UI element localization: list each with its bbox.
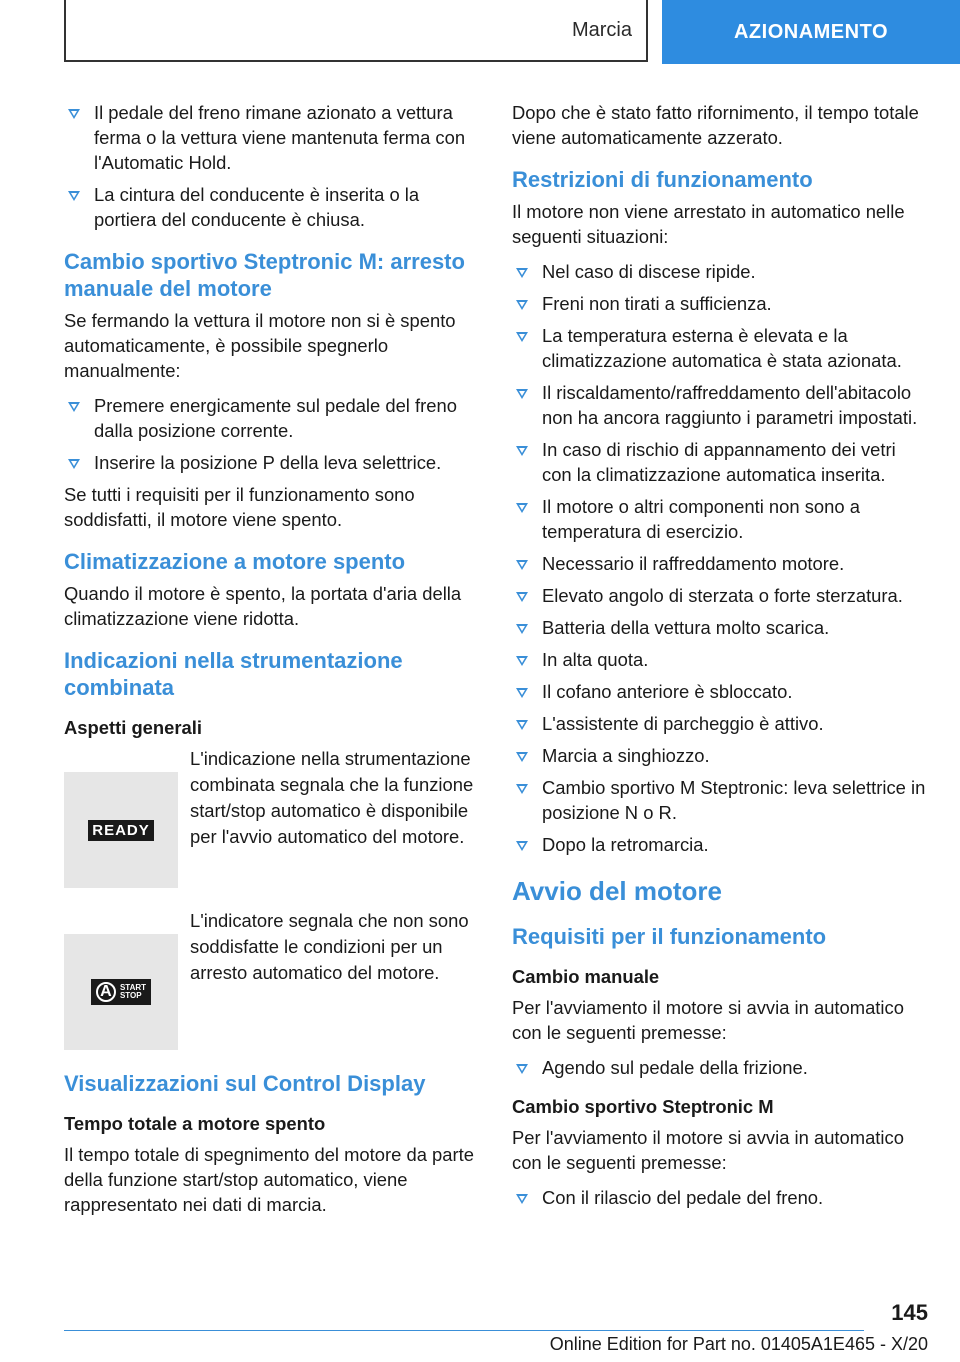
triangle-bullet-icon: [68, 402, 80, 412]
section-heading: Visualizzazioni sul Control Display: [64, 1071, 426, 1096]
triangle-bullet-icon: [516, 1194, 528, 1204]
triangle-bullet-icon: [516, 624, 528, 634]
left-column: [64, 100, 480, 1227]
triangle-bullet-icon: [516, 446, 528, 456]
list-item: Nel caso di discese ripide.: [512, 259, 928, 284]
paragraph: Se tutti i requisiti per il funzionamento sono soddisfatti, il motore viene spento.: [64, 484, 415, 530]
triangle-bullet-icon: [516, 752, 528, 762]
section-heading: Requisiti per il funzionamento: [512, 924, 827, 949]
triangle-bullet-icon: [516, 656, 528, 666]
list-item: Il riscaldamento/raffreddamento dell'abitacolo non ha ancora raggiunto i parametri impostati.: [512, 380, 928, 430]
figure-image: [64, 772, 178, 888]
paragraph: Se fermando la vettura il motore non si è spento automaticamente, è possibile spegnerlo manualmente:: [64, 310, 456, 381]
triangle-bullet-icon: [516, 688, 528, 698]
list-item: Necessario il raffreddamento motore.: [512, 551, 928, 576]
section-heading: Cambio sportivo Steptronic M: arresto manuale del motore: [64, 249, 465, 301]
list-item: L'assistente di parcheggio è attivo.: [512, 711, 928, 736]
list-item: Premere energicamente sul pedale del freno dalla posizione corrente.: [64, 393, 480, 443]
list-item: Freni non tirati a sufficienza.: [512, 291, 928, 316]
triangle-bullet-icon: [516, 1064, 528, 1074]
section-heading: Climatizzazione a motore spento: [64, 549, 406, 574]
paragraph: Il tempo totale di spegnimento del motore da parte della funzione start/stop automatico, viene rappresentato nei dati di marcia.: [64, 1144, 474, 1215]
paragraph: Per l'avviamento il motore si avvia in automatico con le seguenti premesse:: [512, 997, 904, 1043]
start-stop-off-indicator-icon: [91, 979, 151, 1005]
chapter-heading: Avvio del motore: [512, 876, 722, 906]
list-item: Inserire la posizione P della leva selettrice.: [64, 450, 480, 475]
page-number: 145: [891, 1300, 928, 1325]
figure-image: [64, 934, 178, 1050]
list-item: Il cofano anteriore è sbloccato.: [512, 679, 928, 704]
triangle-bullet-icon: [68, 191, 80, 201]
triangle-bullet-icon: [516, 389, 528, 399]
paragraph: Quando il motore è spento, la portata d'aria della climatizzazione viene ridotta.: [64, 583, 462, 629]
list-item: Dopo la retromarcia.: [512, 832, 928, 857]
subsection-heading: Tempo totale a motore spento: [64, 1113, 326, 1134]
list-item: Con il rilascio del pedale del freno.: [512, 1185, 928, 1210]
triangle-bullet-icon: [516, 300, 528, 310]
footer-edition: Online Edition for Part no. 01405A1E465 - X/20: [549, 1334, 928, 1354]
list-item: Agendo sul pedale della frizione.: [512, 1055, 928, 1080]
ready-indicator-icon: READY: [88, 820, 154, 841]
triangle-bullet-icon: [68, 459, 80, 469]
footer-divider: [64, 1330, 864, 1331]
bullet-list: [512, 259, 928, 857]
triangle-bullet-icon: [516, 841, 528, 851]
bullet-list: [64, 393, 480, 475]
list-item: La cintura del conducente è inserita o la portiera del conducente è chiusa.: [64, 182, 480, 232]
subsection-heading: Cambio manuale: [512, 966, 660, 987]
triangle-bullet-icon: [516, 592, 528, 602]
list-item: Il pedale del freno rimane azionato a vettura ferma o la vettura viene mantenuta ferma con l'Automatic Hold.: [64, 100, 480, 175]
list-item: Cambio sportivo M Steptronic: leva selettrice in posizione N o R.: [512, 775, 928, 825]
figure-row: [64, 908, 480, 1050]
triangle-bullet-icon: [516, 332, 528, 342]
bullet-list: [512, 1185, 928, 1210]
list-item: In alta quota.: [512, 647, 928, 672]
list-item: Elevato angolo di sterzata o forte sterzatura.: [512, 583, 928, 608]
page-header: [0, 0, 960, 66]
triangle-bullet-icon: [516, 560, 528, 570]
section-label: Marcia: [571, 18, 632, 41]
start-stop-label: START STOP: [119, 983, 147, 1000]
paragraph: Il motore non viene arrestato in automatico nelle seguenti situazioni:: [512, 201, 905, 247]
list-item: Batteria della vettura molto scarica.: [512, 615, 928, 640]
list-item: La temperatura esterna è elevata e la climatizzazione automatica è stata azionata.: [512, 323, 928, 373]
section-tab: [64, 0, 648, 62]
figure-caption: L'indicazione nella strumentazione combinata segnala che la funzione start/stop automatico è disponibile per l'avvio automatico del motore.: [190, 748, 474, 847]
list-item: Il motore o altri componenti non sono a temperatura di esercizio.: [512, 494, 928, 544]
figure-caption: L'indicatore segnala che non sono soddisfatte le condizioni per un arresto automatico del motore.: [190, 910, 469, 983]
bullet-list-top: [64, 100, 480, 232]
triangle-bullet-icon: [516, 268, 528, 278]
bullet-list: [512, 1055, 928, 1080]
triangle-bullet-icon: [516, 503, 528, 513]
chapter-tab: [662, 0, 960, 64]
right-column: [512, 100, 928, 1217]
triangle-bullet-icon: [516, 784, 528, 794]
subsection-heading: Aspetti generali: [64, 717, 202, 738]
section-heading: Indicazioni nella strumentazione combinata: [64, 648, 403, 700]
paragraph: Dopo che è stato fatto rifornimento, il tempo totale viene automaticamente azzerato.: [512, 102, 919, 148]
figure-row: [64, 746, 480, 888]
list-item: Marcia a singhiozzo.: [512, 743, 928, 768]
chapter-label: AZIONAMENTO: [733, 20, 888, 43]
triangle-bullet-icon: [68, 109, 80, 119]
paragraph: Per l'avviamento il motore si avvia in automatico con le seguenti premesse:: [512, 1127, 904, 1173]
section-heading: Restrizioni di funzionamento: [512, 167, 813, 192]
triangle-bullet-icon: [516, 720, 528, 730]
subsection-heading: Cambio sportivo Steptronic M: [512, 1096, 774, 1117]
auto-start-stop-icon: A: [96, 982, 116, 1002]
list-item: In caso di rischio di appannamento dei vetri con la climatizzazione automatica inserita.: [512, 437, 928, 487]
